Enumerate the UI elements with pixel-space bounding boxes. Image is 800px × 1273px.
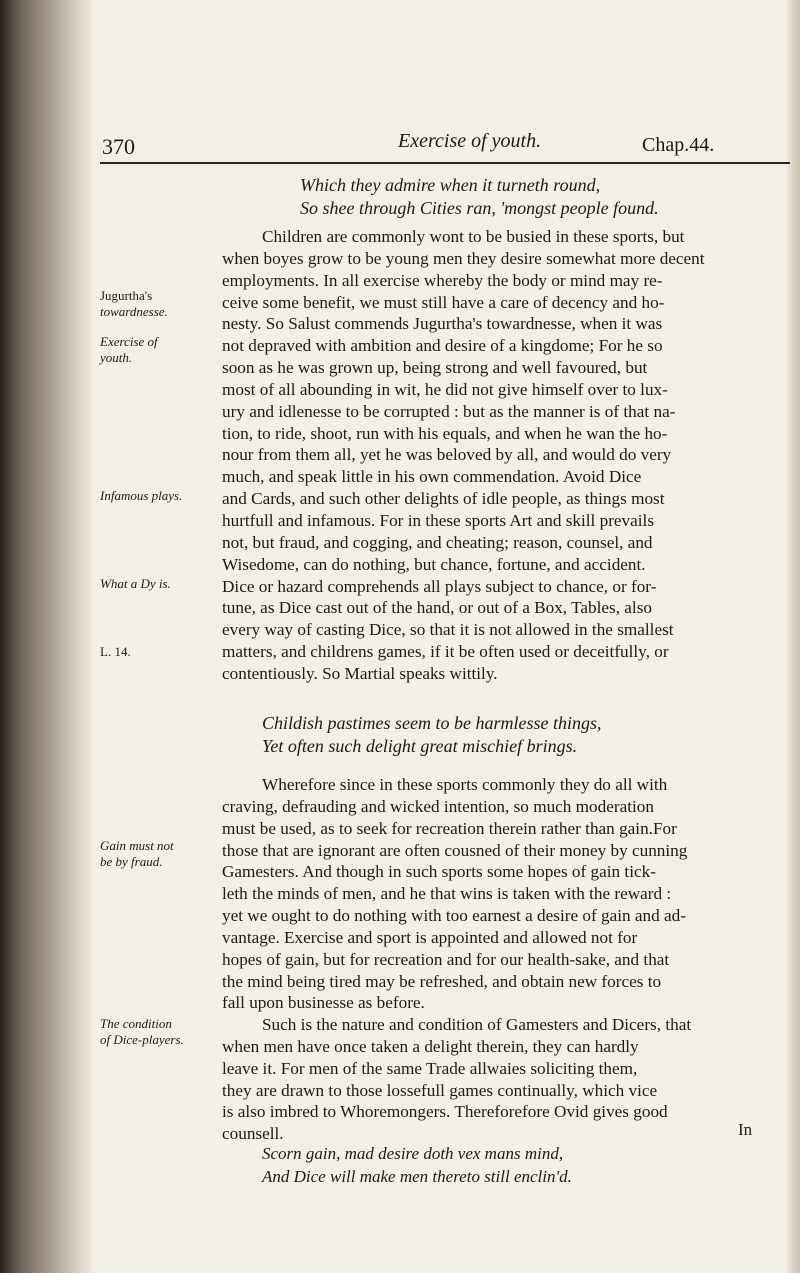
text-line: they are drawn to those lossefull games continually, which vice [222, 1080, 658, 1100]
text-line: Such is the nature and condition of Gamesters and Dicers, that [262, 1015, 692, 1034]
text-line: when men have once taken a delight therein, they can hardly [222, 1036, 639, 1056]
text-line: every way of casting Dice, so that it is not allowed in the smallest [222, 620, 674, 640]
text-line: tune, as Dice cast out of the hand, or out of a Box, Tables, also [222, 598, 652, 618]
text-line: is also imbred to Whoremongers. Thereforefore Ovid gives good [222, 1102, 668, 1122]
text-line: counsell. [222, 1124, 284, 1144]
book-binding-shadow [0, 0, 92, 1273]
text-line: not depraved with ambition and desire of a kingdome; For he so [222, 336, 663, 356]
text-line: Wherefore since in these sports commonly they do all with [262, 775, 668, 794]
note-line: Exercise of [100, 334, 158, 349]
text-line: and Cards, and such other delights of idle people, as things most [222, 489, 665, 509]
text-line: Dice or hazard comprehends all plays subject to chance, or for- [222, 576, 657, 596]
verse-line: Scorn gain, mad desire doth vex mans mind, [262, 1144, 564, 1163]
page-header [100, 118, 780, 158]
text-line: employments. In all exercise whereby the body or mind may re- [222, 270, 663, 290]
catchword: In [738, 1120, 753, 1139]
text-line: hurtfull and infamous. For in these sports Art and skill prevails [222, 510, 655, 530]
text-line: not, but fraud, and cogging, and cheating; reason, counsel, and [222, 532, 653, 552]
verse-line: Childish pastimes seem to be harmlesse things, [262, 713, 602, 733]
text-line: craving, defrauding and wicked intention, so much moderation [222, 796, 654, 816]
text-line: hopes of gain, but for recreation and for our health-sake, and that [222, 949, 670, 969]
paragraph-3 [222, 1014, 778, 1145]
verse-line: Which they admire when it turneth round, [300, 175, 601, 195]
text-line: fall upon businesse as before. [222, 993, 425, 1013]
note-line: The condition [100, 1016, 172, 1031]
note-line: Infamous plays. [100, 488, 183, 503]
header-rule [100, 162, 790, 164]
text-line: nesty. So Salust commends Jugurtha's towardnesse, when it was [222, 314, 663, 334]
text-line: ceive some benefit, we must still have a care of decency and ho- [222, 292, 665, 312]
running-title: Exercise of youth. [398, 130, 542, 152]
page-edge [786, 0, 800, 1273]
note-line: Jugurtha's [100, 288, 153, 303]
text-line: yet we ought to do nothing with too earnest a desire of gain and ad- [222, 906, 686, 926]
verse-top [300, 174, 659, 220]
note-line: Gain must not [100, 838, 174, 853]
text-line: most of all abounding in wit, he did not give himself over to lux- [222, 379, 668, 399]
note-line: youth. [100, 350, 133, 365]
text-line: matters, and childrens games, if it be often used or deceitfully, or [222, 642, 669, 662]
note-line: be by fraud. [100, 854, 163, 869]
text-line: Wisedome, can do nothing, but chance, fortune, and accident. [222, 554, 646, 574]
text-line: Children are commonly wont to be busied in these sports, but [262, 227, 685, 246]
note-line: L. 14. [100, 644, 131, 659]
verse-bottom [262, 1142, 572, 1188]
note-line: towardnesse. [100, 304, 168, 319]
note-line: What a Dy is. [100, 576, 171, 591]
text-line: vantage. Exercise and sport is appointed and allowed not for [222, 927, 638, 947]
chapter-label: Chap.44. [642, 134, 715, 156]
verse-line: And Dice will make men thereto still enclin'd. [262, 1167, 572, 1186]
text-line: the mind being tired may be refreshed, and obtain new forces to [222, 971, 662, 991]
marginal-note-condition [100, 1016, 218, 1048]
paragraph-1 [222, 226, 778, 685]
verse-middle [262, 712, 602, 758]
text-line: much, and speak little in his own commendation. Avoid Dice [222, 467, 642, 487]
text-line: leave it. For men of the same Trade allwaies soliciting them, [222, 1058, 638, 1078]
page-number: 370 [102, 134, 135, 159]
text-line: tion, to ride, shoot, run with his equals, and when he wan the ho- [222, 423, 668, 443]
marginal-note-exercise [100, 334, 218, 366]
verse-line: So shee through Cities ran, 'mongst people found. [300, 198, 659, 218]
text-line: nour from them all, yet he was beloved by all, and would do very [222, 445, 672, 465]
text-line: those that are ignorant are often cousned of their money by cunning [222, 840, 688, 860]
text-line: contentiously. So Martial speaks wittily. [222, 663, 498, 683]
text-line: when boyes grow to be young men they desire somewhat more decent [222, 248, 705, 268]
text-line: leth the minds of men, and he that wins is taken with the reward : [222, 884, 672, 904]
marginal-note-gain [100, 838, 218, 870]
text-line: soon as he was grown up, being strong and well favoured, but [222, 358, 648, 378]
marginal-note-dice [100, 576, 218, 592]
paragraph-2 [222, 774, 778, 1014]
marginal-note-infamous [100, 488, 218, 504]
note-line: of Dice-players. [100, 1032, 184, 1047]
verse-line: Yet often such delight great mischief brings. [262, 736, 578, 756]
text-line: Gamesters. And though in such sports some hopes of gain tick- [222, 862, 656, 882]
text-line: must be used, as to seek for recreation therein rather than gain.For [222, 818, 677, 838]
marginal-note-reference [100, 644, 218, 660]
text-line: ury and idlenesse to be corrupted : but as the manner is of that na- [222, 401, 676, 421]
marginal-note-jugurtha [100, 288, 218, 320]
